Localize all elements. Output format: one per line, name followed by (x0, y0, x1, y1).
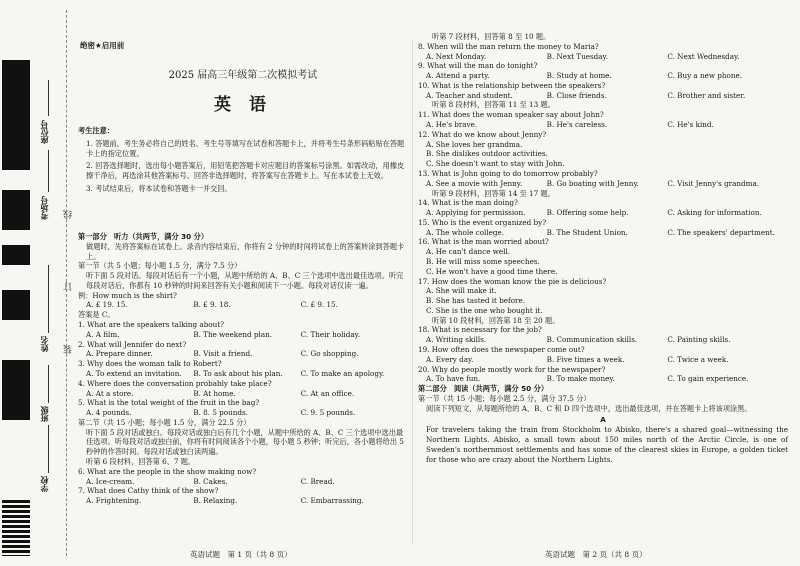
option: B. Cakes. (193, 476, 228, 486)
question-item (78, 379, 408, 399)
option: C. At an office. (300, 388, 355, 398)
option: C. £ 9. 15. (300, 300, 338, 310)
option: A. See a movie with Jenny. (426, 178, 523, 188)
question-item (418, 169, 788, 189)
option: A. She loves her grandma. (426, 139, 523, 149)
binding-hint-staple: 订 (64, 282, 74, 291)
option: C. Buy a new phone. (667, 71, 743, 81)
question-options (418, 228, 788, 238)
option: B. At home. (193, 388, 236, 398)
question-text: 14. What is the man doing? (418, 198, 518, 208)
option: A. Ice-cream. (86, 476, 135, 486)
barcode-bar (2, 290, 30, 320)
question-options (78, 496, 408, 506)
option: B. Visit a friend. (193, 349, 253, 359)
question-options (418, 91, 788, 101)
question-text: 20. Why do people mostly work for the newspaper? (418, 364, 606, 374)
question-item (418, 61, 788, 81)
option: A. To extend an invitation. (86, 368, 182, 378)
option: C. The speakers' department. (667, 227, 775, 237)
option: A. He's brave. (426, 120, 478, 130)
barcode-bar (2, 190, 30, 230)
seat-number-line (48, 80, 49, 116)
material-intro: 听第 8 段材料，回答第 11 至 13 题。 (432, 100, 555, 110)
option: C. Visit Jenny's grandma. (667, 178, 760, 188)
option: B. Go boating with Jenny. (546, 178, 639, 188)
name-label: 姓名 (39, 336, 49, 352)
option: B. To make money. (546, 374, 615, 384)
binding-hint-pack: 装 (64, 345, 74, 354)
binding-strip (0, 0, 74, 566)
question-options (418, 335, 788, 345)
option: A. To have fun. (426, 374, 481, 384)
part2-title: 第二部分 阅读（共两节，满分 50 分） (418, 384, 549, 394)
barcode-bar (2, 360, 30, 420)
option: C. Bread. (300, 476, 335, 486)
question-item (418, 365, 788, 385)
question-text: 1. What are the speakers talking about? (78, 320, 225, 330)
barcode-stripes (2, 500, 30, 556)
class-label: 班级 (39, 406, 49, 422)
school-line (48, 425, 49, 473)
option: C. Next Wednesday. (667, 51, 740, 61)
notice-item: 3. 考试结束后，将本试卷和答题卡一并交回。 (86, 183, 232, 193)
option: C. Brother and sister. (667, 90, 746, 100)
option: A. Applying for permission. (426, 208, 526, 218)
question-item (78, 340, 408, 360)
option: B. He's careless. (546, 120, 608, 130)
question-text: 5. What is the total weight of the fruit in the bag? (78, 398, 260, 408)
question-text: 2. What will Jennifer do next? (78, 339, 187, 349)
class-line (48, 365, 49, 403)
option: B. Study at home. (546, 71, 612, 81)
confidential-mark: 绝密★启用前 (80, 41, 125, 50)
page-footer-right: 英语试题 第 2 页（共 8 页） (545, 550, 647, 559)
listening-continued (418, 32, 788, 464)
option: A. At a store. (86, 388, 134, 398)
option: A. Teacher and student. (426, 90, 513, 100)
option: A. Frightening. (86, 496, 142, 506)
option: B. Next Tuesday. (546, 51, 608, 61)
notice-block (78, 126, 408, 194)
option: B. Close friends. (546, 90, 607, 100)
option: C. She is the one who bought it. (426, 305, 543, 315)
question-item (418, 277, 788, 316)
option: B. To ask about his plan. (193, 368, 283, 378)
option: B. Relaxing. (193, 496, 238, 506)
option: A. The whole college. (426, 227, 505, 237)
question-text: 4. Where does the conversation probably take place? (78, 378, 272, 388)
sec2-title: 第二节（共 15 小题；每小题 1.5 分，满分 22.5 分） (78, 417, 251, 427)
option: C. Go shopping. (300, 349, 359, 359)
question-item (418, 325, 788, 345)
option: A. A film. (86, 329, 120, 339)
option: B. The Student Union. (546, 227, 628, 237)
question-item (78, 398, 408, 418)
option: C. He won't have a good time there. (426, 266, 558, 276)
question-item (418, 130, 788, 169)
notice-item: 2. 回答选择题时，选出每小题答案后，用铅笔把答题卡对应题目的答案标号涂黑。如需改动，用橡皮擦干净后，再选涂其他答案标号。回答非选择题时，将答案写在答题卡上。写在本试卷上无效。 (86, 161, 405, 181)
option: B. 8. 5 pounds. (193, 408, 248, 418)
question-options (418, 52, 788, 62)
option: A. 4 pounds. (86, 408, 132, 418)
option: A. £ 19. 15. (86, 300, 128, 310)
room-number-line (48, 150, 49, 192)
option: C. Twice a week. (667, 354, 729, 364)
question-item (418, 345, 788, 365)
column-divider (412, 40, 413, 545)
question-options (418, 374, 788, 384)
option: A. She will make it. (426, 286, 497, 296)
question-options (78, 330, 408, 340)
sec1-title: 第一节（共 5 小题；每小题 1.5 分，满分 7.5 分） (78, 261, 242, 271)
question-text: 8. When will the man return the money to Maria? (418, 41, 599, 51)
option: B. She dislikes outdoor activities. (426, 149, 548, 159)
subject-title: 英 语 (214, 95, 272, 115)
question-options (418, 71, 788, 81)
question-text: 6. What are the people in the show making now? (78, 466, 257, 476)
question-text: 17. How does the woman know the pie is delicious? (418, 276, 607, 286)
notice-heading: 考生注意： (78, 126, 114, 135)
example-answer: 答案是 C。 (78, 310, 115, 320)
option: C. Their holiday. (300, 329, 360, 339)
question-item (78, 467, 408, 487)
material-intro: 听第 6 段材料，回答第 6、7 题。 (86, 456, 196, 466)
part2-section-title: 第一节（共 15 小题；每小题 2.5 分，满分 37.5 分） (418, 393, 591, 403)
question-item (418, 42, 788, 62)
notice-item: 1. 答题前，考生务必将自己的姓名、考生号等填写在试卷和答题卡上，并将考生号条形码粘贴在答题卡上的指定位置。 (86, 138, 405, 158)
question-text: 9. What will the man do tonight? (418, 61, 538, 71)
question-options (418, 208, 788, 218)
question-item (78, 359, 408, 379)
part2-intro: 阅读下列短文，从每题所给的 A、B、C 和 D 四个选项中，选出最佳选项，并在答题卡上将该项涂黑。 (426, 403, 752, 413)
question-options (418, 355, 788, 365)
question-options (78, 349, 408, 359)
question-item (418, 237, 788, 276)
option: B. Communication skills. (546, 335, 638, 345)
question-options (78, 369, 408, 379)
option: A. Every day. (426, 354, 474, 364)
question-item (78, 486, 408, 506)
seat-number-label: 座位号 (39, 120, 49, 144)
option: C. To make an apology. (300, 368, 385, 378)
school-label: 学校 (39, 476, 49, 492)
exam-title: 2025 届高三年级第二次模拟考试 (168, 70, 318, 81)
option: C. She doesn't want to stay with John. (426, 159, 565, 169)
part1-intro: 做题时，先将答案标在试卷上。录音内容结束后，你将有 2 分钟的时间将试卷上的答案转涂到答题卡上。 (86, 241, 405, 261)
question-options (78, 477, 408, 487)
question-item (418, 110, 788, 130)
question-text: 11. What does the woman speaker say about John? (418, 110, 604, 120)
part1-title: 第一部分 听力（共两节，满分 30 分） (78, 232, 209, 241)
option: B. Offering some help. (546, 208, 629, 218)
option: B. The weekend plan. (193, 329, 273, 339)
question-text: 3. Why does the woman talk to Robert? (78, 359, 222, 369)
material-intro: 听第 9 段材料，回答第 14 至 17 题。 (432, 188, 555, 198)
question-options (418, 179, 788, 189)
option: A. Attend a party. (426, 71, 490, 81)
option: A. Writing skills. (426, 335, 487, 345)
question-item (78, 320, 408, 340)
option: B. Five times a week. (546, 354, 625, 364)
option: C. He's kind. (667, 120, 714, 130)
cut-line (66, 10, 67, 556)
question-text: 16. What is the man worried about? (418, 237, 549, 247)
option: C. Embarrassing. (300, 496, 364, 506)
material-intro: 听第 7 段材料，回答第 8 至 10 题。 (432, 32, 551, 41)
option: C. To gain experience. (667, 374, 749, 384)
sec2-intro: 听下面 5 段对话或独白。每段对话或独白后有几个小题，从题中所给的 A、B、C 三个选项中选出最佳选项。听每段对话或独白前，你将有时间阅读各个小题，每小题 5 秒钟；听完后，各小题将给出 5 秒钟的作答时间。每段对话或独白读两遍。 (86, 427, 404, 457)
option: C. 9. 5 pounds. (300, 408, 356, 418)
sec1-intro: 听下面 5 段对话。每段对话后有一个小题，从题中所给的 A、B、C 三个选项中选出最佳选项。听完每段对话后，你都有 10 秒钟的时间来回答有关小题和阅读下一小题。每段对话仅读一遍。 (86, 271, 404, 290)
option: A. He can't dance well. (426, 247, 511, 257)
question-text: 7. What does Cathy think of the show? (78, 486, 219, 496)
passage-label: A (600, 415, 606, 425)
question-options (418, 120, 788, 130)
option: C. Asking for information. (667, 208, 762, 218)
question-text: 19. How often does the newspaper come out? (418, 345, 585, 354)
barcode-bar-top (2, 60, 30, 170)
question-text: 10. What is the relationship between the speakers? (418, 80, 606, 90)
question-text: 15. Who is the event organized by? (418, 217, 547, 227)
example-question: 例：How much is the shirt? (78, 290, 177, 300)
option: B. She has tasted it before. (426, 296, 526, 306)
passage-text: For travelers taking the train from Stockholm to Abisko, there's a shared goal—witnessing the Northern Lights. Abisko, a small town about 150 miles north of the Arctic Circle, is one of Sweden's northernmost settlements and has some of the clearest skies in Europe, a golden ticket for those who are crazy about the Northern Lights. (426, 425, 788, 464)
question-text: 13. What is John going to do tomorrow probably? (418, 168, 598, 178)
question-options (78, 408, 408, 418)
question-item (418, 218, 788, 238)
question-item (418, 198, 788, 218)
question-text: 12. What do we know about Jenny? (418, 129, 547, 139)
question-options (78, 389, 408, 399)
binding-hint-line: 线 (64, 210, 74, 219)
question-item (418, 81, 788, 101)
listening-section (78, 232, 408, 506)
page-footer-left: 英语试题 第 1 页（共 8 页） (190, 550, 292, 559)
barcode-bar (2, 245, 30, 265)
option: A. Prepare dinner. (86, 349, 153, 359)
material-intro: 听第 10 段材料，回答第 18 至 20 题。 (432, 315, 560, 325)
option: A. Next Monday. (426, 51, 487, 61)
option: C. Painting skills. (667, 335, 731, 345)
name-line (48, 265, 49, 333)
room-number-label: 考场号 (39, 196, 49, 220)
example-options (78, 300, 408, 310)
option: B. He will miss some speeches. (426, 256, 540, 266)
question-text: 18. What is necessary for the job? (418, 325, 542, 335)
option: B. £ 9. 18. (193, 300, 231, 310)
